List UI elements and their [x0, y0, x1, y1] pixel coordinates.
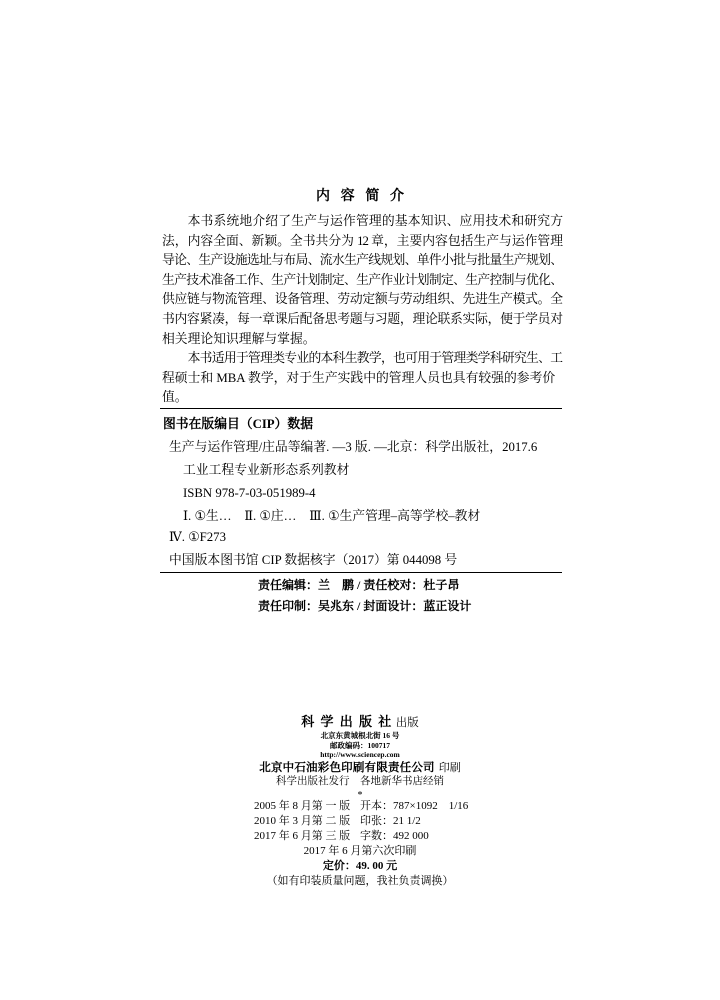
summary-line: 书内容紧凑，每一章课后配备思考题与习题，理论联系实际，便于学员对 [162, 311, 562, 326]
publisher-name: 科 学 出 版 社 [301, 714, 393, 729]
cip-isbn: ISBN 978-7-03-051989-4 [183, 486, 316, 500]
edition-row [254, 829, 468, 844]
printer-action: 印刷 [438, 762, 461, 774]
cip-entry-line: 生产与运作管理/庄品等编著. —3 版. —北京：科学出版社，2017.6 [169, 440, 538, 454]
summary-line: 法，内容全面、新颖。全书共分为 12 章，主要内容包括生产与运作管理 [162, 233, 562, 248]
printer-name: 北京中石油彩色印刷有限责任公司 [259, 762, 435, 774]
summary-line: 生产技术准备工作、生产计划制定、生产作业计划制定、生产控制与优化、 [162, 272, 562, 287]
quality-notice: （如有印装质量问题，我社负责调换） [266, 875, 454, 887]
summary-paragraph-2 [162, 349, 562, 405]
cip-series: 工业工程专业新形态系列教材 [183, 463, 350, 477]
printer-line [0, 760, 720, 775]
edition-table [254, 799, 468, 844]
separator-asterisk: * [357, 790, 363, 801]
summary-line: 程硕士和 MBA 教学，对于生产实践中的管理人员也具有较强的参考价值。 [162, 370, 556, 405]
edition-spec: 开本：787×1092 1/16 [360, 800, 469, 812]
summary-body [162, 212, 562, 405]
publisher-line [0, 714, 720, 731]
divider-bottom [160, 572, 562, 573]
edition-spec: 印张：21 1/2 [360, 815, 421, 827]
edition-row [254, 799, 468, 814]
cip-subject-line: Ⅰ. ①生… Ⅱ. ①庄… Ⅲ. ①生产管理–高等学校–教材 [183, 509, 481, 523]
publisher-address: 北京东黄城根北街 16 号 [320, 731, 400, 740]
publisher-postcode: 邮政编码：100717 [330, 741, 390, 750]
credits-printing-cover: 责任印制：吴兆东 / 封面设计：蓝正设计 [258, 599, 472, 613]
publisher-url: http://www.sciencep.com [320, 750, 400, 759]
summary-line: 本书适用于管理类专业的本科生教学，也可用于管理类学科研究生、工 [187, 351, 562, 366]
summary-title: 内 容 简 介 [315, 189, 408, 204]
cip-record-number: 中国版本图书馆 CIP 数据核字（2017）第 044098 号 [169, 553, 458, 567]
edition-label: 2010 年 3 月第 二 版 [254, 815, 351, 827]
summary-line: 导论、生产设施选址与布局、流水生产线规划、单件小批与批量生产规划、 [162, 253, 562, 268]
cip-heading: 图书在版编目（CIP）数据 [163, 417, 314, 431]
summary-paragraph-1 [162, 212, 562, 349]
edition-label: 2017 年 6 月第 三 版 [254, 830, 351, 842]
divider-top [160, 408, 562, 409]
summary-line: 供应链与物流管理、设备管理、劳动定额与劳动组织、先进生产模式。全 [162, 292, 562, 307]
cip-classification-line: Ⅳ. ①F273 [169, 530, 226, 544]
edition-spec: 字数：492 000 [360, 830, 429, 842]
edition-label: 2005 年 8 月第 一 版 [254, 800, 351, 812]
publisher-action: 出版 [395, 717, 419, 729]
printing-line: 2017 年 6 月第六次印刷 [303, 845, 417, 857]
distribution-line: 科学出版社发行 各地新华书店经销 [276, 776, 444, 787]
summary-line: 本书系统地介绍了生产与运作管理的基本知识、应用技术和研究方 [187, 214, 562, 228]
price-line: 定价：49. 00 元 [322, 860, 398, 872]
summary-line: 相关理论知识理解与掌握。 [162, 331, 316, 346]
edition-row [254, 814, 468, 829]
credits-editor-proofreader: 责任编辑：兰 鹏 / 责任校对：杜子昂 [258, 578, 460, 592]
